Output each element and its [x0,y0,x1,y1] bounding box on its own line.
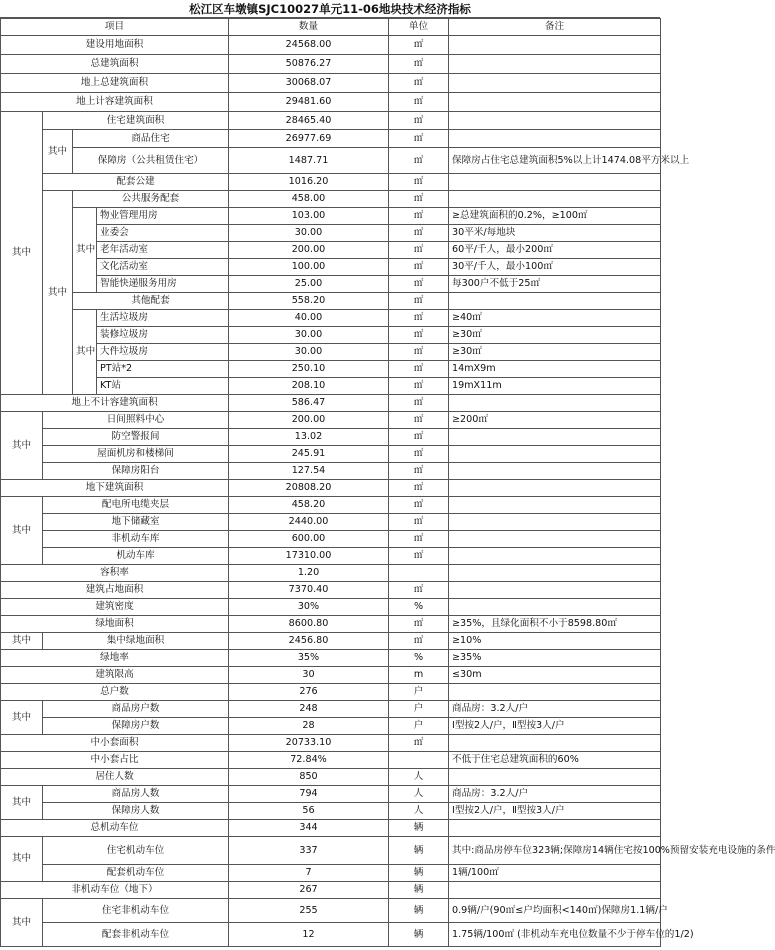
row-note [449,820,661,837]
row-note [449,769,661,786]
row-note: 商品房：3.2人/户 [449,701,661,718]
table-row [1,684,661,701]
row-qty: 30068.07 [229,74,389,93]
table-row [1,599,661,616]
row-unit: 人 [389,769,449,786]
row-unit: ㎡ [389,191,449,208]
table-row [1,882,661,899]
row-unit: % [389,599,449,616]
table-row [1,259,661,276]
row-qty: 7370.40 [229,582,389,599]
row-unit: ㎡ [389,514,449,531]
row-note [449,191,661,208]
row-qty: 30 [229,667,389,684]
row-qty: 20733.10 [229,735,389,752]
row-qty: 25.00 [229,276,389,293]
row-note: ≥30㎡ [449,327,661,344]
table-row [1,803,661,820]
row-unit: ㎡ [389,276,449,293]
row-note [449,480,661,497]
row-qty: 30.00 [229,327,389,344]
row-qty: 7 [229,865,389,882]
row-unit: 人 [389,786,449,803]
table-row [1,225,661,242]
row-unit: 户 [389,701,449,718]
row-note [449,882,661,899]
row-item: 配套机动车位 [43,865,229,882]
row-qty: 56 [229,803,389,820]
group-label: 其中 [1,786,43,820]
row-unit: ㎡ [389,208,449,225]
row-item: 非机动车位（地下） [1,882,229,899]
row-unit: m [389,667,449,684]
row-item: 总建筑面积 [1,55,229,74]
row-unit: 户 [389,718,449,735]
row-item: 地上不计容建筑面积 [1,395,229,412]
row-note [449,293,661,310]
row-note [449,429,661,446]
row-qty: 255 [229,899,389,923]
row-qty: 28465.40 [229,112,389,130]
row-unit: ㎡ [389,112,449,130]
row-item: KT站 [97,378,229,395]
row-unit: ㎡ [389,225,449,242]
row-qty: 30.00 [229,344,389,361]
row-qty: 103.00 [229,208,389,225]
row-item: 屋面机房和楼梯间 [43,446,229,463]
row-item: 生活垃圾房 [97,310,229,327]
row-qty: 26977.69 [229,130,389,148]
header-qty: 数量 [229,19,389,36]
row-note [449,599,661,616]
table-row [1,395,661,412]
row-note [449,531,661,548]
row-note [449,93,661,112]
table-row [1,242,661,259]
row-note: ≥40㎡ [449,310,661,327]
row-unit: % [389,650,449,667]
table-row [1,429,661,446]
row-qty: 28 [229,718,389,735]
row-item: 中小套面积 [1,735,229,752]
row-item: 其他配套 [73,293,229,310]
row-item: 大件垃圾房 [97,344,229,361]
row-item: 商品房人数 [43,786,229,803]
row-note [449,684,661,701]
table-row [1,548,661,565]
row-item: 防空警报间 [43,429,229,446]
row-unit: ㎡ [389,378,449,395]
row-note: Ⅰ型按2人/户，Ⅱ型按3人/户 [449,803,661,820]
row-unit: 人 [389,803,449,820]
row-unit: ㎡ [389,480,449,497]
table-row [1,327,661,344]
row-qty: 1016.20 [229,174,389,191]
row-note: 14mX9m [449,361,661,378]
row-qty: 208.10 [229,378,389,395]
row-item: 地上总建筑面积 [1,74,229,93]
row-unit: ㎡ [389,633,449,650]
row-qty: 586.47 [229,395,389,412]
row-unit: ㎡ [389,293,449,310]
row-qty: 24568.00 [229,36,389,55]
row-item: 集中绿地面积 [43,633,229,650]
table-row [1,74,661,93]
row-item: 日间照料中心 [43,412,229,429]
row-qty: 1.20 [229,565,389,582]
header-unit: 单位 [389,19,449,36]
row-note: ≥35%，且绿化面积不小于8598.80㎡ [449,616,661,633]
row-note: 其中:商品房停车位323辆;保障房14辆住宅按100%预留安装充电设施的条件 [449,837,661,865]
table-row [1,174,661,191]
table-row [1,735,661,752]
row-unit: ㎡ [389,310,449,327]
row-item: 物业管理用房 [97,208,229,225]
row-item: 总机动车位 [1,820,229,837]
row-note [449,55,661,74]
row-qty: 458.00 [229,191,389,208]
table-row [1,361,661,378]
row-note: 30平米/每地块 [449,225,661,242]
row-unit [389,565,449,582]
table-row [1,616,661,633]
row-unit: ㎡ [389,361,449,378]
row-note [449,582,661,599]
row-item: 住宅建筑面积 [43,112,229,130]
row-item: 机动车库 [43,548,229,565]
row-note: ≤30m [449,667,661,684]
row-unit: ㎡ [389,429,449,446]
table-row [1,923,661,947]
row-qty: 30% [229,599,389,616]
row-item: 绿地面积 [1,616,229,633]
row-note: 60平/千人，最小200㎡ [449,242,661,259]
row-unit: ㎡ [389,497,449,514]
row-qty: 344 [229,820,389,837]
row-qty: 267 [229,882,389,899]
row-unit: ㎡ [389,446,449,463]
row-note [449,735,661,752]
row-qty: 276 [229,684,389,701]
table-row [1,514,661,531]
group-label: 其中 [1,899,43,947]
row-qty: 248 [229,701,389,718]
table-row [1,310,661,327]
indicator-table [0,18,775,947]
row-qty: 30.00 [229,225,389,242]
row-qty: 458.20 [229,497,389,514]
row-item: 建筑占地面积 [1,582,229,599]
group-label: 其中 [1,701,43,735]
table-row [1,276,661,293]
header-item: 项目 [1,19,229,36]
row-note: 30平/千人，最小100㎡ [449,259,661,276]
row-note: 不低于住宅总建筑面积的60% [449,752,661,769]
row-unit [389,752,449,769]
table-row [1,208,661,225]
row-note: 商品房：3.2人/户 [449,786,661,803]
row-qty: 100.00 [229,259,389,276]
row-unit: ㎡ [389,582,449,599]
row-qty: 2440.00 [229,514,389,531]
table-row [1,718,661,735]
group-label: 其中 [43,130,73,174]
row-note: ≥35% [449,650,661,667]
table-row [1,752,661,769]
row-qty: 40.00 [229,310,389,327]
row-item: 总户数 [1,684,229,701]
row-item: 配套公建 [43,174,229,191]
table-row [1,837,661,865]
row-qty: 337 [229,837,389,865]
row-qty: 600.00 [229,531,389,548]
row-qty: 13.02 [229,429,389,446]
row-item: 老年活动室 [97,242,229,259]
table-row [1,650,661,667]
group-label: 其中 [43,191,73,395]
row-unit: ㎡ [389,55,449,74]
row-item: 业委会 [97,225,229,242]
row-item: PT站*2 [97,361,229,378]
row-note: 19mX11m [449,378,661,395]
row-unit: ㎡ [389,174,449,191]
row-note: ≥200㎡ [449,412,661,429]
row-qty: 35% [229,650,389,667]
row-item: 住宅机动车位 [43,837,229,865]
row-unit: ㎡ [389,616,449,633]
row-qty: 12 [229,923,389,947]
table-row [1,531,661,548]
table-row [1,148,661,174]
row-unit: 辆 [389,882,449,899]
row-item: 装修垃圾房 [97,327,229,344]
row-unit: 辆 [389,820,449,837]
table-row [1,786,661,803]
row-note [449,112,661,130]
table-row [1,899,661,923]
table-row [1,55,661,74]
table-row [1,293,661,310]
row-qty: 850 [229,769,389,786]
row-item: 商品房户数 [43,701,229,718]
row-qty: 2456.80 [229,633,389,650]
table-row [1,191,661,208]
group-label: 其中 [73,208,97,293]
header-row [1,19,661,36]
table-row [1,667,661,684]
table-row [1,701,661,718]
row-item: 保障房人数 [43,803,229,820]
row-note [449,514,661,531]
table-row [1,130,661,148]
row-item: 配电所电缆夹层 [43,497,229,514]
row-note [449,565,661,582]
row-item: 地下储藏室 [43,514,229,531]
row-item: 保障房阳台 [43,463,229,480]
table-row [1,446,661,463]
row-qty: 245.91 [229,446,389,463]
row-unit: ㎡ [389,463,449,480]
row-unit: ㎡ [389,327,449,344]
row-qty: 1487.71 [229,148,389,174]
table-row [1,412,661,429]
row-note [449,446,661,463]
row-unit: ㎡ [389,242,449,259]
row-note [449,36,661,55]
row-item: 中小套占比 [1,752,229,769]
row-note: 1辆/100㎡ [449,865,661,882]
row-unit: ㎡ [389,735,449,752]
table-row [1,93,661,112]
row-unit: ㎡ [389,93,449,112]
row-unit: ㎡ [389,148,449,174]
row-item: 住宅非机动车位 [43,899,229,923]
row-item: 建筑限高 [1,667,229,684]
row-note: ≥总建筑面积的0.2%，≥100㎡ [449,208,661,225]
row-item: 保障房（公共租赁住宅） [73,148,229,174]
row-unit: 辆 [389,837,449,865]
row-unit: ㎡ [389,36,449,55]
table-row [1,480,661,497]
row-unit: ㎡ [389,344,449,361]
row-note: ≥10% [449,633,661,650]
group-label: 其中 [1,837,43,882]
row-qty: 250.10 [229,361,389,378]
row-qty: 558.20 [229,293,389,310]
row-qty: 29481.60 [229,93,389,112]
row-note [449,174,661,191]
row-item: 绿地率 [1,650,229,667]
row-item: 智能快递服务用房 [97,276,229,293]
row-note: ≥30㎡ [449,344,661,361]
row-note: 1.75辆/100㎡ (非机动车充电位数量不少于停车位的1/2) [449,923,661,947]
table-row [1,865,661,882]
table-title: 松江区车墩镇SJC10027单元11-06地块技术经济指标 [0,0,660,18]
row-item: 建设用地面积 [1,36,229,55]
row-unit: ㎡ [389,74,449,93]
table-row [1,820,661,837]
row-item: 地下建筑面积 [1,480,229,497]
row-unit: ㎡ [389,548,449,565]
row-item: 商品住宅 [73,130,229,148]
header-note: 备注 [449,19,661,36]
row-unit: ㎡ [389,412,449,429]
group-label: 其中 [1,497,43,565]
group-label: 其中 [1,412,43,480]
row-qty: 127.54 [229,463,389,480]
row-unit: 辆 [389,865,449,882]
table-row [1,565,661,582]
row-item: 居住人数 [1,769,229,786]
row-qty: 20808.20 [229,480,389,497]
row-item: 保障房户数 [43,718,229,735]
row-qty: 72.84% [229,752,389,769]
row-item: 容积率 [1,565,229,582]
table-row [1,378,661,395]
table-row [1,582,661,599]
row-unit: ㎡ [389,395,449,412]
table-row [1,463,661,480]
row-unit: ㎡ [389,259,449,276]
table-row [1,112,661,130]
group-label: 其中 [1,112,43,395]
row-item: 公共服务配套 [73,191,229,208]
row-note [449,548,661,565]
row-note [449,463,661,480]
row-note [449,395,661,412]
row-note [449,497,661,514]
row-note: 每300户不低于25㎡ [449,276,661,293]
row-note: Ⅰ型按2人/户，Ⅱ型按3人/户 [449,718,661,735]
row-item: 非机动车库 [43,531,229,548]
row-qty: 200.00 [229,242,389,259]
row-unit: ㎡ [389,531,449,548]
row-unit: 户 [389,684,449,701]
row-qty: 8600.80 [229,616,389,633]
group-label: 其中 [1,633,43,650]
row-qty: 50876.27 [229,55,389,74]
table-row [1,769,661,786]
row-note [449,130,661,148]
row-qty: 17310.00 [229,548,389,565]
row-unit: ㎡ [389,130,449,148]
row-unit: 辆 [389,923,449,947]
table-row [1,36,661,55]
row-item: 建筑密度 [1,599,229,616]
table-row [1,497,661,514]
row-item: 文化活动室 [97,259,229,276]
row-item: 配套非机动车位 [43,923,229,947]
table-row [1,344,661,361]
row-item: 地上计容建筑面积 [1,93,229,112]
row-qty: 794 [229,786,389,803]
row-note: 保障房占住宅总建筑面积5%以上计1474.08平方米以上 [449,148,661,174]
table-row [1,633,661,650]
group-label: 其中 [73,310,97,395]
row-qty: 200.00 [229,412,389,429]
row-note: 0.9辆/户(90㎡≤户均面积<140㎡)保障房1.1辆/户 [449,899,661,923]
row-unit: 辆 [389,899,449,923]
row-note [449,74,661,93]
